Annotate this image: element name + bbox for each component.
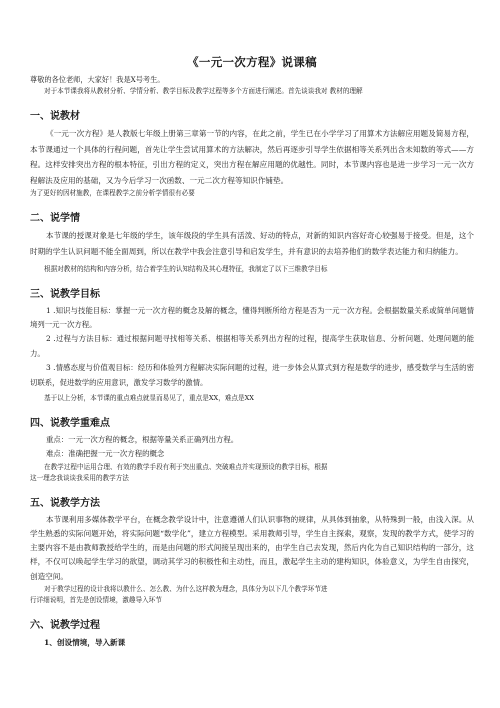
- goal-knowledge: 1 .知识与技能目标：掌握一元一次方程的概念及解的概念，懂得判断所给方程是否为一元一次方程。会根据数量关系或简单问题情境列一元一次方程。: [30, 305, 474, 329]
- section-note-key-2: 这一理念我谈谈我采用的教学方法: [30, 473, 129, 482]
- section-note-methods-2: 行详细说明，首先是创设情境，激趣导入环节: [30, 595, 162, 604]
- section-body-textbook: 《一元一次方程》是人教版七年级上册第三章第一节的内容，在此之前，学生已在小学学习了用算术方法解应用题及简易方程，本节课通过一个具体的行程问题，首先让学生尝试用算术的方法解决，然后再逐步引导学生依据相等关系列出含未知数的等式——方程。这样安排突出方程的根本特征，引出方程的定义，突出方程在解应用题的优越性。同时，本节课内容也是进一步学习一元一次方程解法及应用的基础，又为今后学习一次函数、一元二次方程等知识作铺垫。: [30, 129, 474, 185]
- section-note-textbook: 为了更好的因材施教，在课程教学之前分析学情很有必要: [30, 189, 195, 198]
- section-heading-key-points: 四、说教学重难点: [30, 418, 110, 429]
- section-body-methods: 本节课利用多媒体教学平台，在概念教学设计中，注意遵循人们认识事物的规律，从具体到抽象，从特殊到一般，由浅入深。从学生熟悉的实际问题开始，将实际问题“数学化”，建立方程模型。采用教师引导，学生自主探索，观察，发现的教学方式，使学习的主要内容不是由教师教授给学生的，而是由问题的形式间接呈现出来的，由学生自己去发现，然后内化为自己知识结构的一部分，这样，不仅可以唤起学生学习的欲望，调动其学习的积极性和主动性，而且，激起学生主动的建构知识，体验意义，为学生自由探究，创造空间。: [30, 514, 474, 581]
- section-heading-students: 二、说学情: [30, 213, 80, 225]
- goal-emotion: 3 .情感态度与价值观目标：经历和体验列方程解决实际问题的过程，进一步体会从算式到方程是数学的进步，感受数学与生活的密切联系，促进数学的应用意识，激发学习数学的激情。: [30, 363, 474, 387]
- key-point: 重点：一元一次方程的概念，根据等量关系正确列出方程。: [46, 435, 239, 444]
- goal-process: 2 .过程与方法目标：通过根据问题寻找相等关系、根据相等关系列出方程的过程，提高学生获取信息、分析问题、处理问题的能力。: [30, 334, 474, 358]
- intro-text: 对于本节课我将从教材分析、学情分析、教学目标及教学过程等多个方面进行阐述。首先谈谈我对 教材的理解: [44, 87, 363, 95]
- section-note-key-1: 在教学过程中运用合理、有效的教学手段有利于突出重点、突破难点并实现预设的教学目标，根据: [44, 462, 328, 471]
- section-heading-textbook: 一、说教材: [30, 111, 80, 122]
- section-note-students: 根据对教材的结构和内容分析，结合着学生的认知结构及其心理特征，我制定了以下三维教学目标: [44, 264, 328, 273]
- difficulty-point: 难点：准确把握一元一次方程的概念: [46, 449, 165, 459]
- section-heading-process: 六、说教学过程: [30, 619, 100, 631]
- section-body-students: 本节课的授课对象是七年级的学生，该年级段的学生具有活泼、好动的特点，对新的知识内容好奇心较强易于接受。但是，这个时期的学生认识问题不能全面周到，所以在教学中我会注意引导和启发学生，并有意识的去培养他们的数学表达能力和归纳能力。: [30, 231, 474, 256]
- greeting: 尊敬的各位老师，大家好！我是X号考生。: [30, 75, 165, 84]
- section-note-goals: 基于以上分析，本节课的重点难点就显而易见了，重点是XX，难点是XX: [44, 394, 254, 402]
- section-heading-goals: 三、说教学目标: [30, 288, 100, 300]
- section-heading-methods: 五、说教学方法: [30, 497, 100, 509]
- document-title: 《一元一次方程》说课稿: [187, 55, 317, 69]
- subheading-create-scenario: 1、创设情境，导入新课: [44, 637, 126, 647]
- section-note-methods-1: 对于教学过程的设计我将以教什么、怎么教、为什么这样教为理念，具体分为以下几个教学环节进: [44, 584, 328, 593]
